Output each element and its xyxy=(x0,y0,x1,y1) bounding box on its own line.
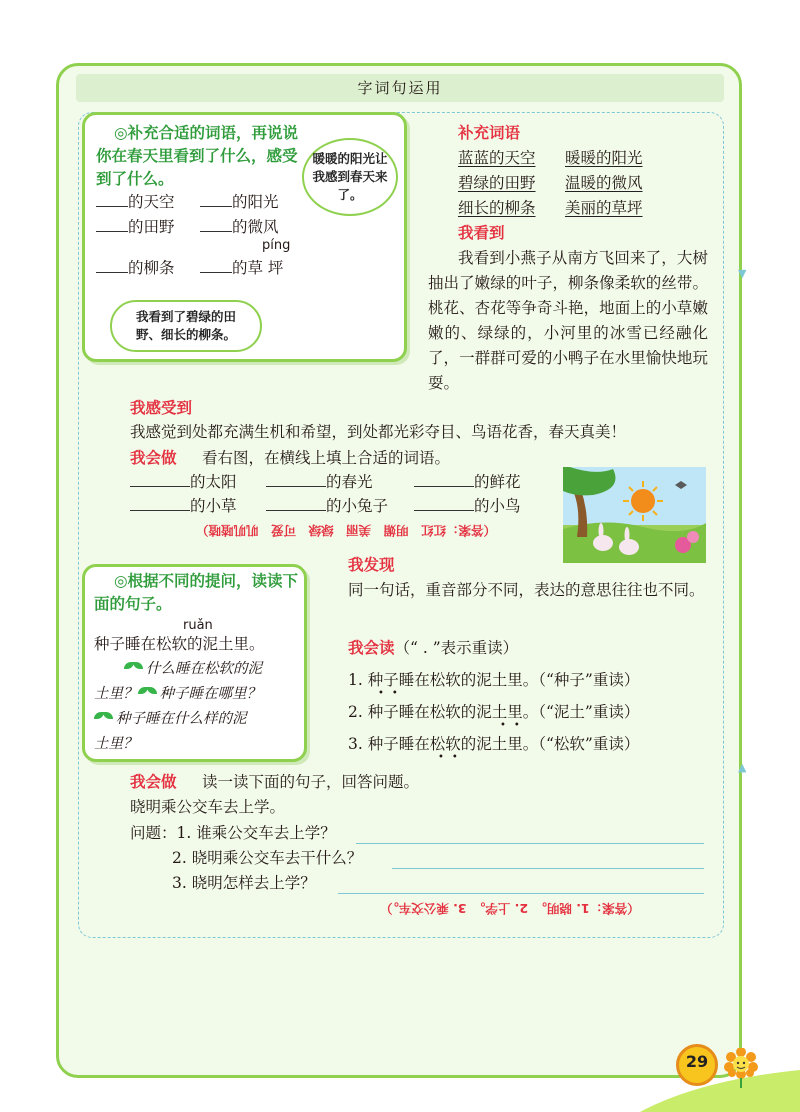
answer-picture-fill: （答案：红红 明媚 美丽 绿绿 可爱 叽叽喳喳） xyxy=(196,523,497,538)
page-number: 29 xyxy=(685,1052,709,1071)
arrow-down-icon: ▼ xyxy=(738,267,747,280)
leaf-icon xyxy=(124,660,144,674)
instruction-i-can-do-2: 读一读下面的句子，回答问题。 xyxy=(202,773,420,791)
answer-word-5: 细长的柳条 xyxy=(458,199,536,217)
section-header: 字词句运用 xyxy=(76,74,724,102)
emphasis-dots-3: •• xyxy=(438,752,466,763)
prompt-3: 种子睡在什么样的泥 xyxy=(94,707,247,732)
sunflower-icon xyxy=(724,1048,758,1088)
heading-i-can-read: 我会读 xyxy=(348,639,395,657)
answer-word-1: 蓝蓝的天空 xyxy=(458,149,536,167)
arrow-up-icon: ▲ xyxy=(738,761,747,774)
fill-blank-5[interactable]: 的柳条 xyxy=(96,256,175,279)
emphasis-dots-1: •• xyxy=(378,688,406,699)
read-note: （“ . ”表示重读） xyxy=(394,639,519,657)
picture-fill-1[interactable]: 的太阳 xyxy=(130,470,237,493)
speech-bubble-2: 我看到了碧绿的田野、细长的柳条。 xyxy=(110,300,262,352)
answer-word-6: 美丽的草坪 xyxy=(565,199,643,217)
section3-sentence: 晓明乘公交车去上学。 xyxy=(130,798,286,816)
question-row-2: 2. 晓明乘公交车去干什么？ xyxy=(172,849,363,867)
spring-illustration xyxy=(563,467,706,563)
read-item-2: 2. 种子睡在松软的泥土里。（“泥土”重读） xyxy=(348,703,640,721)
picture-fill-5[interactable]: 的小兔子 xyxy=(266,494,388,517)
picture-fill-3[interactable]: 的鲜花 xyxy=(414,470,521,493)
heading-i-feel: 我感受到 xyxy=(130,399,193,417)
read-item-3: 3. 种子睡在松软的泥土里。（“松软”重读） xyxy=(348,735,640,753)
emphasis-dots-2: •• xyxy=(500,720,528,731)
answer-word-2: 暖暖的阳光 xyxy=(565,149,643,167)
prompt-2: 土里？ 种子睡在哪里？ xyxy=(94,686,261,702)
read-item-1: 1. 种子睡在松软的泥土里。（“种子”重读） xyxy=(348,671,640,689)
answer-line-3[interactable] xyxy=(338,876,704,894)
question-row-3: 3. 晓明怎样去上学？ xyxy=(172,874,316,892)
read-heading-row xyxy=(348,636,518,661)
fill-blank-2[interactable]: 的阳光 xyxy=(200,190,279,213)
fill-blank-6[interactable]: 的草 坪 xyxy=(200,256,283,279)
fill-blank-1[interactable]: 的天空 xyxy=(96,190,175,213)
prompt-1: 什么睡在松软的泥 xyxy=(94,657,262,682)
heading-i-can-do-1: 我会做 xyxy=(130,449,177,467)
heading-i-can-do-2: 我会做 xyxy=(130,773,177,791)
leaf-icon xyxy=(138,685,158,699)
heading-i-discover: 我发现 xyxy=(348,556,395,574)
answer-word-3: 碧绿的田野 xyxy=(458,174,536,192)
read-sentence-3: 种子睡在松软的泥土里。 xyxy=(367,735,539,753)
paragraph-i-feel: 我感觉到处都充满生机和希望，到处都光彩夺目、鸟语花香，春天真美！ xyxy=(130,423,627,441)
instruction-i-can-do-1: 看右图，在横线上填上合适的词语。 xyxy=(202,449,451,467)
read-sentence-1: 种子睡在松软的泥土里。 xyxy=(367,671,539,689)
fill-blank-3[interactable]: 的田野 xyxy=(96,215,175,238)
picture-fill-6[interactable]: 的小鸟 xyxy=(414,494,521,517)
paragraph-i-see xyxy=(130,246,708,396)
answer-word-4: 温暖的微风 xyxy=(565,174,643,192)
heading-i-see: 我看到 xyxy=(458,224,505,242)
question-row-1: 问题：1. 谁乘公交车去上学？ xyxy=(130,824,336,842)
read-sentence-2: 种子睡在松软的泥土里。 xyxy=(367,703,539,721)
answer-questions: （答案：1. 晓明。 2. 上学。 3. 乘公交车。） xyxy=(380,901,640,916)
leaf-icon xyxy=(94,710,114,724)
question-2-text: ◎根据不同的提问，读读下面的句子。 xyxy=(94,572,299,613)
pinyin-ping: píng xyxy=(262,238,291,253)
answer-line-1[interactable] xyxy=(356,826,704,844)
prompt-4: 土里？ xyxy=(94,736,138,752)
fill-blank-4[interactable]: 的微风 xyxy=(200,215,279,238)
answer-line-2[interactable] xyxy=(392,851,704,869)
pinyin-ruan: ruǎn xyxy=(183,618,213,633)
picture-fill-4[interactable]: 的小草 xyxy=(130,494,237,517)
see-text: 我看到小燕子从南方飞回来了，大树抽出了嫩绿的叶子，柳条像柔软的丝带。桃花、杏花等争奇斗艳，地面上的小草嫩嫩的、绿绿的，小河里的冰雪已经融化了，一群群可爱的小鸭子在水里愉快地玩耍。 xyxy=(428,249,708,392)
speech-bubble-1: 暖暖的阳光让我感到春天来了。 xyxy=(302,138,398,216)
heading-add-words: 补充词语 xyxy=(458,124,521,142)
question-1-text: ◎补充合适的词语，再说说你在春天里看到了什么，感受到了什么。 xyxy=(96,124,299,188)
picture-fill-2[interactable]: 的春光 xyxy=(266,470,373,493)
section2-sentence: 种子睡在松软的泥土里。 xyxy=(94,635,265,653)
paragraph-i-discover: 同一句话，重音部分不同，表达的意思往往也不同。 xyxy=(348,581,705,599)
